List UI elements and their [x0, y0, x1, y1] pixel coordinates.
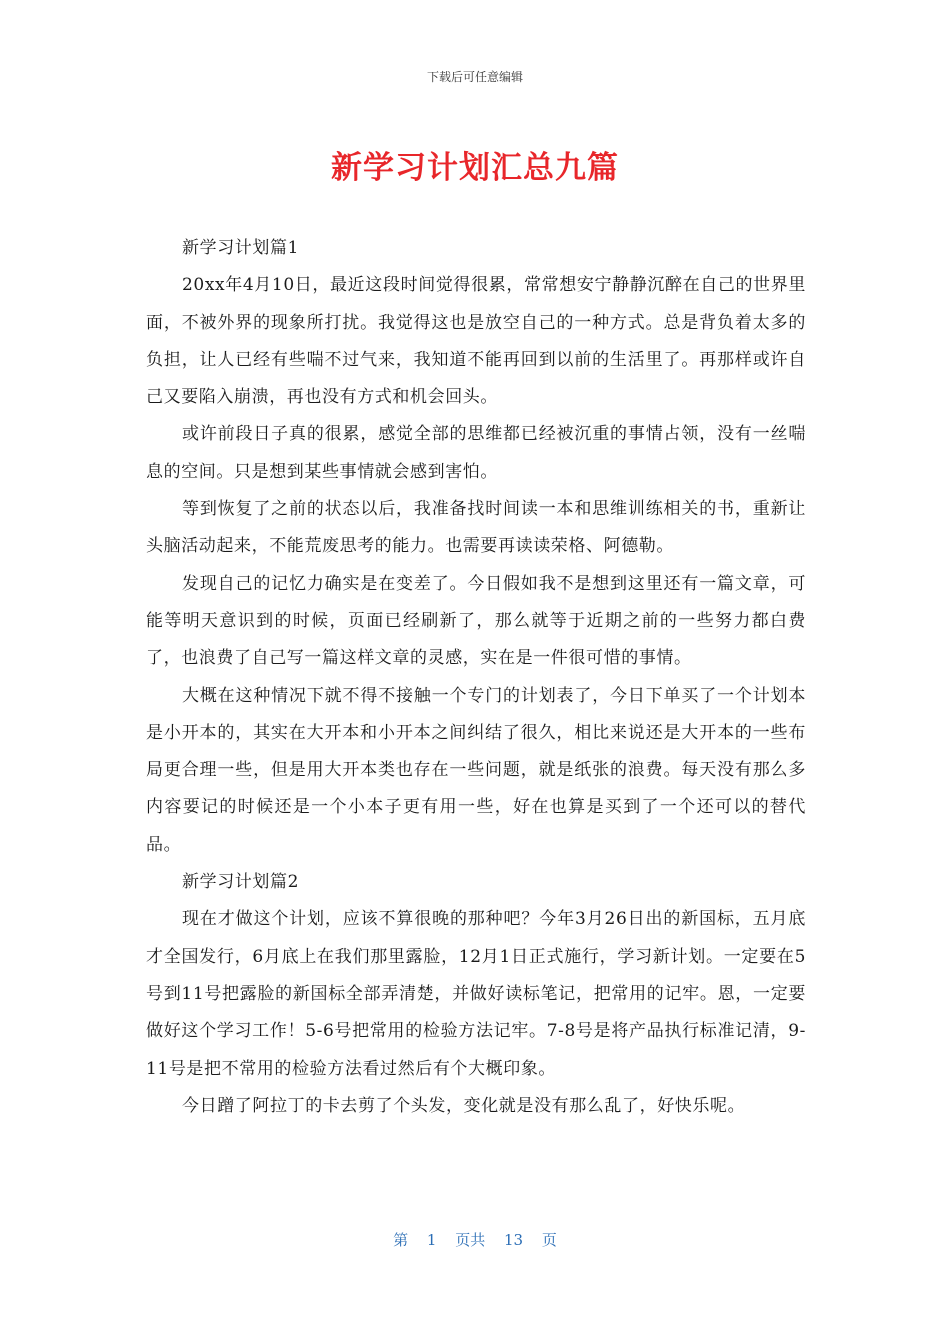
- paragraph: 发现自己的记忆力确实是在变差了。今日假如我不是想到这里还有一篇文章，可能等明天意识到的时候，页面已经刷新了，那么就等于近期之前的一些努力都白费了，也浪费了自己写一篇这样文章的灵感，实在是一件很可惜的事情。: [146, 573, 806, 669]
- paragraph: 现在才做这个计划，应该不算很晚的那种吧？今年3月26日出的新国标，五月底才全国发行，6月底上在我们那里露脸，12月1日正式施行，学习新计划。一定要在5号到11号把露脸的新国标全部弄清楚，并做好读标笔记，把常用的记牢。恩，一定要做好这个学习工作！5-6号把常用的检验方法记牢。7-8号是将产品执行标准记清，9-11号是把不常用的检验方法看过然后有个大概印象。: [146, 909, 806, 1079]
- header-note: 下载后可任意编辑: [426, 70, 523, 84]
- footer-page-total: 13: [504, 1231, 524, 1249]
- paragraph: 或许前段日子真的很累，感觉全部的思维都已经被沉重的事情占领，没有一丝喘息的空间。只是想到某些事情就会感到害怕。: [146, 424, 806, 482]
- footer-page-label: 第: [393, 1231, 409, 1249]
- footer-page-number: 1: [426, 1231, 437, 1249]
- paragraph: 今日蹭了阿拉丁的卡去剪了个头发，变化就是没有那么乱了，好快乐呢。: [182, 1095, 746, 1116]
- document-title: 新学习计划汇总九篇: [331, 150, 619, 186]
- paragraph: 大概在这种情况下就不得不接触一个专门的计划表了，今日下单买了一个计划本是小开本的，其实在大开本和小开本之间纠结了很久，相比来说还是大开本的一些布局更合理一些，但是用大开本类也存在一些问题，就是纸张的浪费。每天没有那么多内容要记的时候还是一个小本子更有用一些，好在也算是买到了一个还可以的替代品。: [146, 685, 806, 855]
- section-heading: 新学习计划篇1: [182, 238, 300, 258]
- footer-page-end: 页: [541, 1231, 557, 1249]
- section-heading: 新学习计划篇2: [182, 872, 300, 893]
- document-body: [146, 230, 806, 1125]
- page-footer: [0, 1229, 950, 1250]
- footer-page-mid: 页共: [455, 1231, 486, 1249]
- paragraph: 20xx年4月10日，最近这段时间觉得很累，常常想安宁静静沉醉在自己的世界里面，不被外界的现象所打扰。我觉得这也是放空自己的一种方式。总是背负着太多的负担，让人已经有些喘不过气来，我知道不能再回到以前的生活里了。再那样或许自己又要陷入崩溃，再也没有方式和机会回头。: [146, 275, 806, 408]
- paragraph: 等到恢复了之前的状态以后，我准备找时间读一本和思维训练相关的书，重新让头脑活动起来，不能荒废思考的能力。也需要再读读荣格、阿德勒。: [146, 499, 806, 557]
